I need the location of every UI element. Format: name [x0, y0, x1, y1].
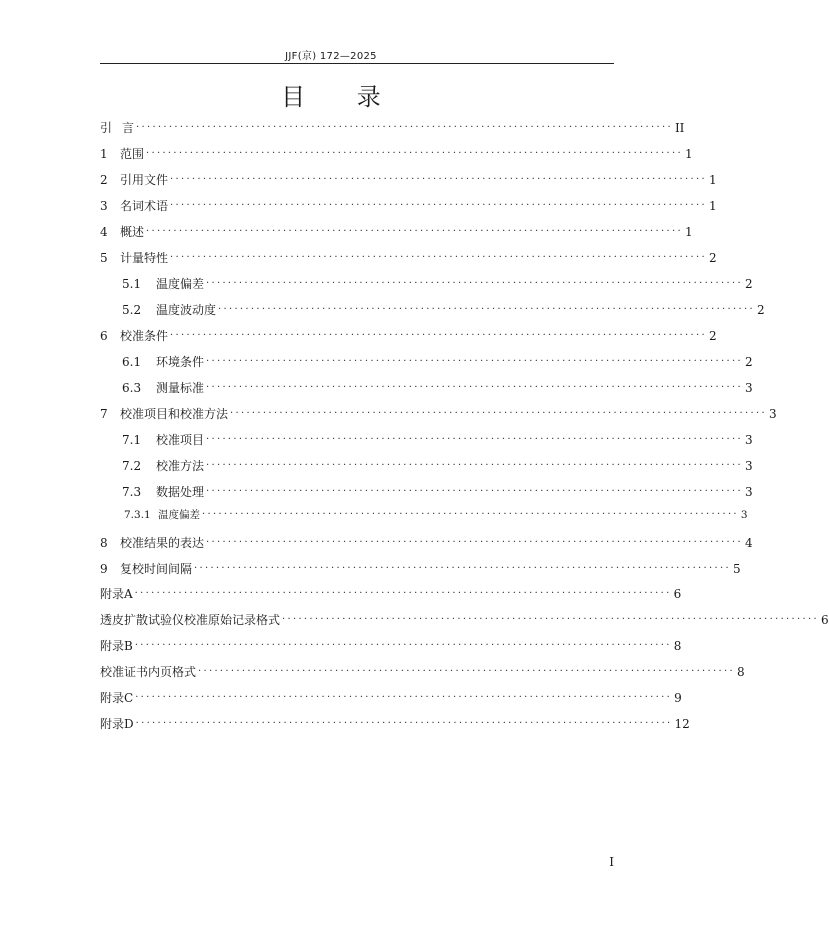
- toc-leader-dots: ··································································································: [170, 252, 707, 263]
- toc-entry-7-3-1[interactable]: [124, 507, 748, 523]
- toc-entry-number: 5.2: [122, 303, 142, 317]
- toc-entry-5-1[interactable]: [122, 276, 753, 292]
- toc-entry-title: 附录D: [100, 717, 134, 731]
- toc-leader-dots: ··································································································: [146, 148, 683, 159]
- toc-entry-title: 附录B: [100, 639, 133, 653]
- toc-entry-7-2[interactable]: [122, 458, 753, 474]
- toc-entry-7-1[interactable]: [122, 432, 753, 448]
- toc-entry-title: 校准方法: [156, 459, 205, 473]
- toc-leader-dots: ··································································································: [206, 537, 743, 548]
- toc-entry-foreword[interactable]: [100, 120, 685, 136]
- toc-leader-dots: ··································································································: [206, 382, 743, 393]
- toc-entry-title: 环境条件: [156, 355, 205, 369]
- toc-entry-number: 1: [100, 147, 108, 161]
- toc-entry-number: 引: [100, 121, 113, 135]
- toc-entry-appendix-a[interactable]: [100, 586, 682, 602]
- toc-entry-page: 3: [744, 433, 753, 447]
- toc-entry-appendix-b-title[interactable]: [100, 664, 745, 680]
- toc-leader-dots: ··································································································: [218, 304, 755, 315]
- standard-code-header: JJF(京) 172—2025: [285, 51, 377, 62]
- toc-entry-page: 2: [708, 329, 717, 343]
- toc-leader-dots: ··································································································: [206, 486, 743, 497]
- toc-entry-appendix-a-title[interactable]: [100, 612, 829, 628]
- toc-entry-6[interactable]: [100, 328, 717, 344]
- toc-entry-title: 范围: [120, 147, 145, 161]
- toc-entry-5[interactable]: [100, 250, 717, 266]
- toc-entry-number: 2: [100, 173, 108, 187]
- toc-entry-page: 3: [744, 381, 753, 395]
- toc-leader-dots: ··································································································: [206, 278, 743, 289]
- toc-leader-dots: ··································································································: [146, 226, 683, 237]
- toc-entry-title: 计量特性: [120, 251, 169, 265]
- toc-entry-6-3[interactable]: [122, 380, 753, 396]
- toc-leader-dots: ··································································································: [170, 330, 707, 341]
- toc-entry-title: 复校时间间隔: [120, 562, 193, 576]
- toc-entry-title: 测量标准: [156, 381, 205, 395]
- toc-entry-title: 数据处理: [156, 485, 205, 499]
- toc-entry-number: 6.3: [122, 381, 142, 395]
- toc-leader-dots: ··································································································: [170, 200, 707, 211]
- toc-leader-dots: ··································································································: [198, 666, 735, 677]
- toc-entry-page: 2: [744, 277, 753, 291]
- toc-entry-page: 12: [674, 717, 690, 731]
- toc-entry-title: 言: [122, 121, 135, 135]
- toc-entry-number: 7.1: [122, 433, 142, 447]
- toc-entry-page: 8: [673, 639, 682, 653]
- toc-entry-appendix-d[interactable]: [100, 716, 690, 732]
- toc-entry-page: 1: [708, 173, 717, 187]
- toc-entry-title: 透皮扩散试验仪校准原始记录格式: [100, 613, 281, 627]
- toc-entry-number: 7: [100, 407, 108, 421]
- toc-entry-title: 校准条件: [120, 329, 169, 343]
- toc-leader-dots: ··································································································: [135, 718, 673, 729]
- toc-leader-dots: ··································································································: [282, 614, 819, 625]
- toc-leader-dots: ··································································································: [206, 434, 743, 445]
- toc-entry-6-1[interactable]: [122, 354, 753, 370]
- toc-entry-page: 8: [736, 665, 745, 679]
- toc-entry-number: 6: [100, 329, 108, 343]
- toc-entry-title: 概述: [120, 225, 145, 239]
- toc-entry-page: 2: [744, 355, 753, 369]
- toc-leader-dots: ··································································································: [206, 356, 743, 367]
- toc-entry-7-3[interactable]: [122, 484, 753, 500]
- toc-entry-number: 3: [100, 199, 108, 213]
- toc-entry-number: 7.2: [122, 459, 142, 473]
- toc-entry-page: 6: [820, 613, 829, 627]
- toc-entry-page: 5: [732, 562, 741, 576]
- toc-entry-page: 1: [684, 147, 693, 161]
- toc-entry-page: 3: [744, 485, 753, 499]
- toc-entry-page: 9: [674, 691, 682, 705]
- toc-leader-dots: ··································································································: [135, 692, 673, 703]
- toc-entry-title: 校准项目: [156, 433, 205, 447]
- toc-entry-number: 4: [100, 225, 108, 239]
- toc-leader-dots: ··································································································: [206, 460, 743, 471]
- footer-page-number: I: [609, 855, 614, 869]
- toc-entry-title: 引用文件: [120, 173, 169, 187]
- toc-entry-appendix-b[interactable]: [100, 638, 682, 654]
- toc-entry-number: 7.3: [122, 485, 142, 499]
- toc-entry-number: 9: [100, 562, 108, 576]
- toc-entry-title: 校准项目和校准方法: [120, 407, 229, 421]
- toc-entry-7[interactable]: [100, 406, 777, 422]
- toc-entry-8[interactable]: [100, 535, 753, 551]
- toc-entry-appendix-c[interactable]: [100, 690, 682, 706]
- toc-entry-9[interactable]: [100, 561, 741, 577]
- toc-entry-3[interactable]: [100, 198, 717, 214]
- toc-entry-page: II: [674, 121, 685, 135]
- toc-entry-title: 温度偏差: [156, 277, 205, 291]
- toc-entry-4[interactable]: [100, 224, 693, 240]
- toc-leader-dots: ··································································································: [134, 588, 672, 599]
- toc-entry-number: 5.1: [122, 277, 142, 291]
- toc-entry-number: 7.3.1: [124, 509, 151, 521]
- toc-entry-page: 1: [684, 225, 693, 239]
- toc-entry-page: 6: [673, 587, 682, 601]
- toc-entry-title: 温度波动度: [156, 303, 217, 317]
- toc-entry-page: 1: [708, 199, 717, 213]
- toc-entry-number: 6.1: [122, 355, 142, 369]
- page-title: 目 录: [281, 83, 403, 111]
- toc-leader-dots: ··································································································: [194, 563, 731, 574]
- toc-entry-page: 3: [744, 459, 753, 473]
- toc-entry-5-2[interactable]: [122, 302, 765, 318]
- toc-entry-title: 附录C: [100, 691, 134, 705]
- toc-leader-dots: ··································································································: [202, 509, 739, 520]
- toc-entry-page: 2: [708, 251, 717, 265]
- toc-entry-number: 8: [100, 536, 108, 550]
- toc-entry-page: 4: [744, 536, 753, 550]
- toc-entry-2[interactable]: [100, 172, 717, 188]
- toc-entry-title: 校准证书内页格式: [100, 665, 197, 679]
- toc-entry-page: 3: [768, 407, 777, 421]
- toc-entry-number: 5: [100, 251, 108, 265]
- toc-entry-title: 附录A: [100, 587, 133, 601]
- toc-leader-dots: ··································································································: [134, 640, 672, 651]
- toc-leader-dots: ··································································································: [230, 408, 767, 419]
- toc-entry-page: 2: [756, 303, 765, 317]
- toc-entry-page: 3: [740, 509, 748, 521]
- toc-entry-1[interactable]: [100, 146, 693, 162]
- toc-leader-dots: ··································································································: [136, 122, 673, 133]
- toc-entry-title: 校准结果的表达: [120, 536, 205, 550]
- toc-entry-title: 名词术语: [120, 199, 169, 213]
- toc-entry-title: 温度偏差: [158, 509, 200, 521]
- toc-leader-dots: ··································································································: [170, 174, 707, 185]
